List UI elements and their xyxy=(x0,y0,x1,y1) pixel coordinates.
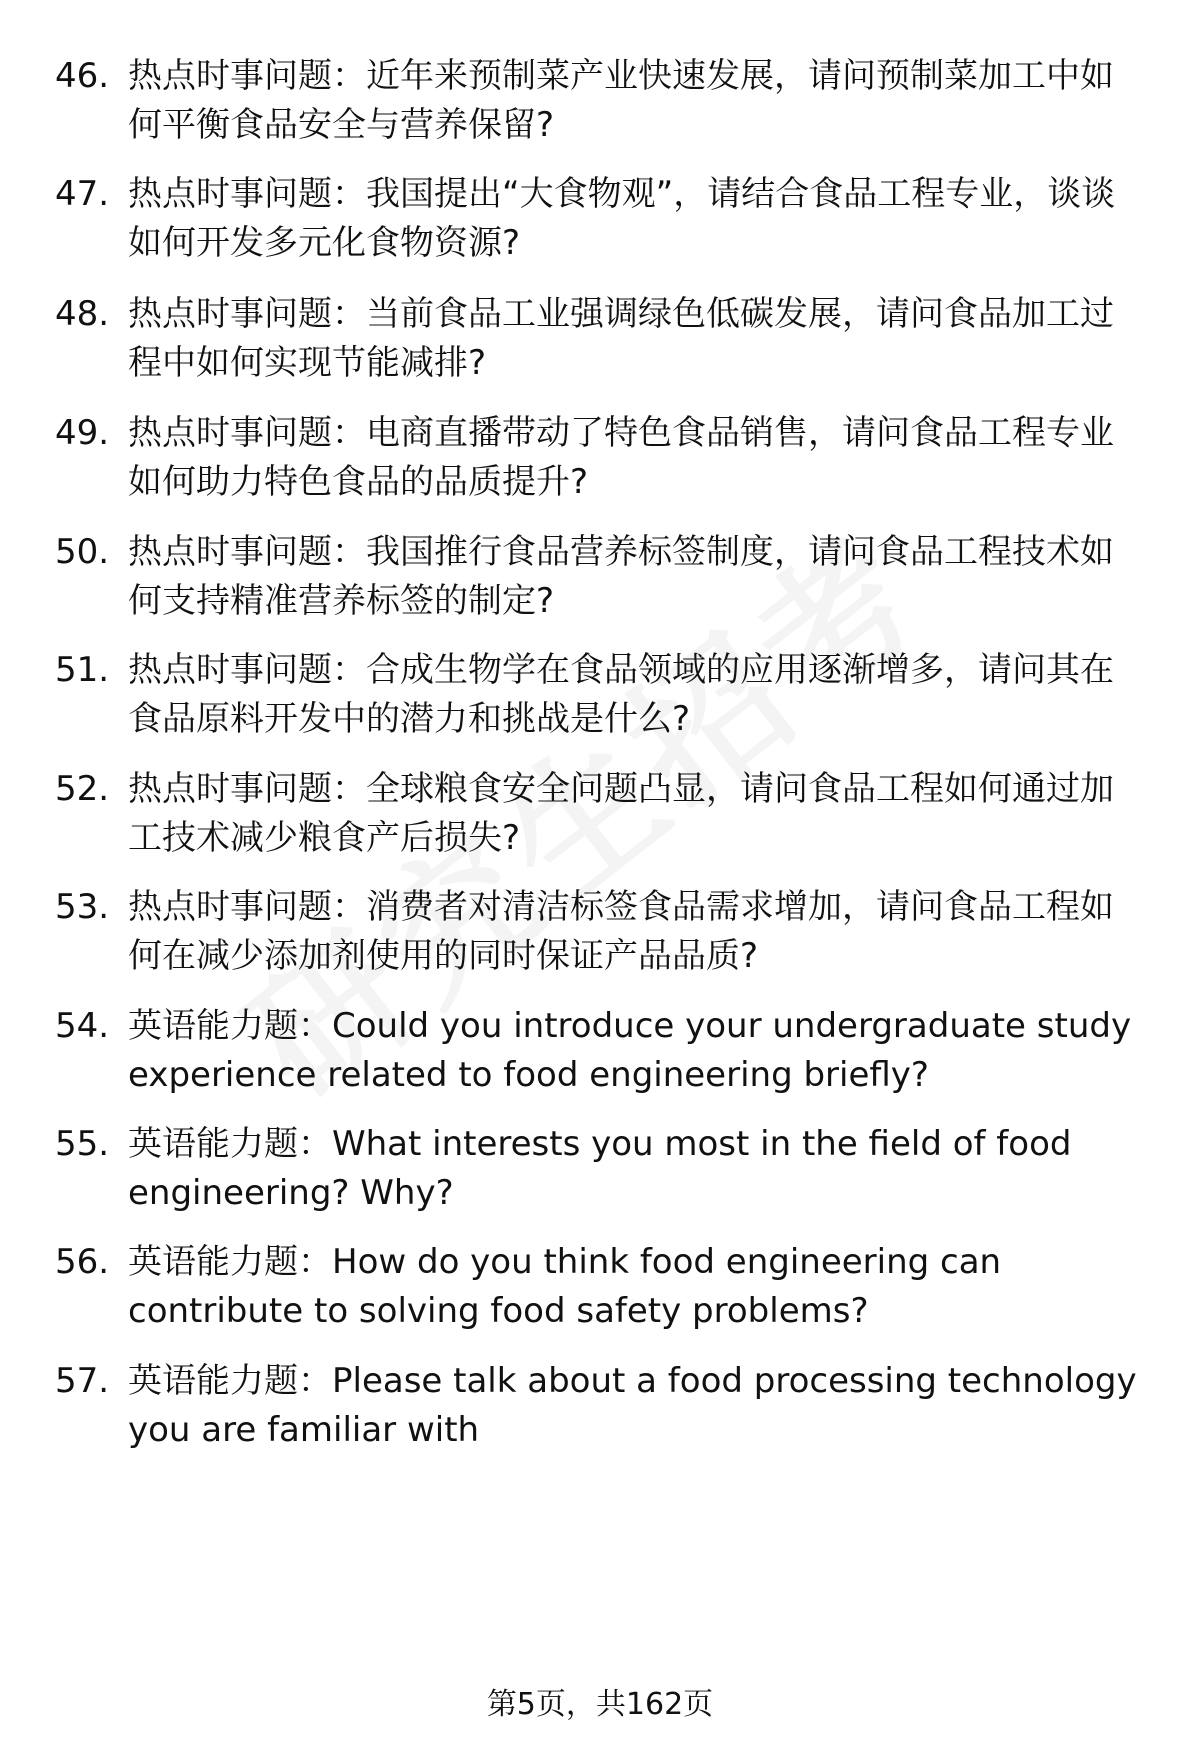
question-number: 54. xyxy=(55,1006,110,1046)
question-number: 48. xyxy=(55,294,110,334)
question-text: 热点时事问题：当前食品工业强调绿色低碳发展，请问食品加工过程中如何实现节能减排? xyxy=(128,294,1114,383)
page-footer: 第5页，共162页 xyxy=(486,1687,714,1722)
question-text: 热点时事问题：近年来预制菜产业快速发展，请问预制菜加工中如何平衡食品安全与营养保留? xyxy=(128,56,1114,145)
question-text: 英语能力题：What interests you most in the field of food engineering? Why? xyxy=(128,1124,1072,1213)
question-text: 热点时事问题：我国推行食品营养标签制度，请问食品工程技术如何支持精准营养标签的制定? xyxy=(128,532,1114,621)
question-text: 英语能力题：How do you think food engineering can contribute to solving food safety problems? xyxy=(128,1242,1002,1331)
question-text: 热点时事问题：消费者对清洁标签食品需求增加，请问食品工程如何在减少添加剂使用的同时保证产品品质? xyxy=(128,887,1114,976)
question-number: 53. xyxy=(55,887,110,927)
question-number: 47. xyxy=(55,174,110,214)
question-text: 英语能力题：Please talk about a food processing technology you are familiar with xyxy=(128,1361,1137,1450)
question-number: 50. xyxy=(55,532,110,572)
question-number: 55. xyxy=(55,1124,110,1164)
question-text: 热点时事问题：全球粮食安全问题凸显，请问食品工程如何通过加工技术减少粮食产后损失? xyxy=(128,769,1114,858)
question-number: 51. xyxy=(55,650,110,690)
question-text: 英语能力题：Could you introduce your undergraduate study experience related to food engineering briefly? xyxy=(128,1006,1132,1095)
question-number: 57. xyxy=(55,1361,110,1401)
question-number: 46. xyxy=(55,56,110,96)
question-number: 49. xyxy=(55,413,110,453)
question-number: 56. xyxy=(55,1242,110,1282)
question-text: 热点时事问题：我国提出“大食物观”，请结合食品工程专业，谈谈如何开发多元化食物资源? xyxy=(128,174,1116,263)
question-text: 热点时事问题：电商直播带动了特色食品销售，请问食品工程专业如何助力特色食品的品质提升? xyxy=(128,413,1114,502)
question-text: 热点时事问题：合成生物学在食品领域的应用逐渐增多，请问其在食品原料开发中的潜力和挑战是什么? xyxy=(128,650,1114,739)
question-number: 52. xyxy=(55,769,110,809)
